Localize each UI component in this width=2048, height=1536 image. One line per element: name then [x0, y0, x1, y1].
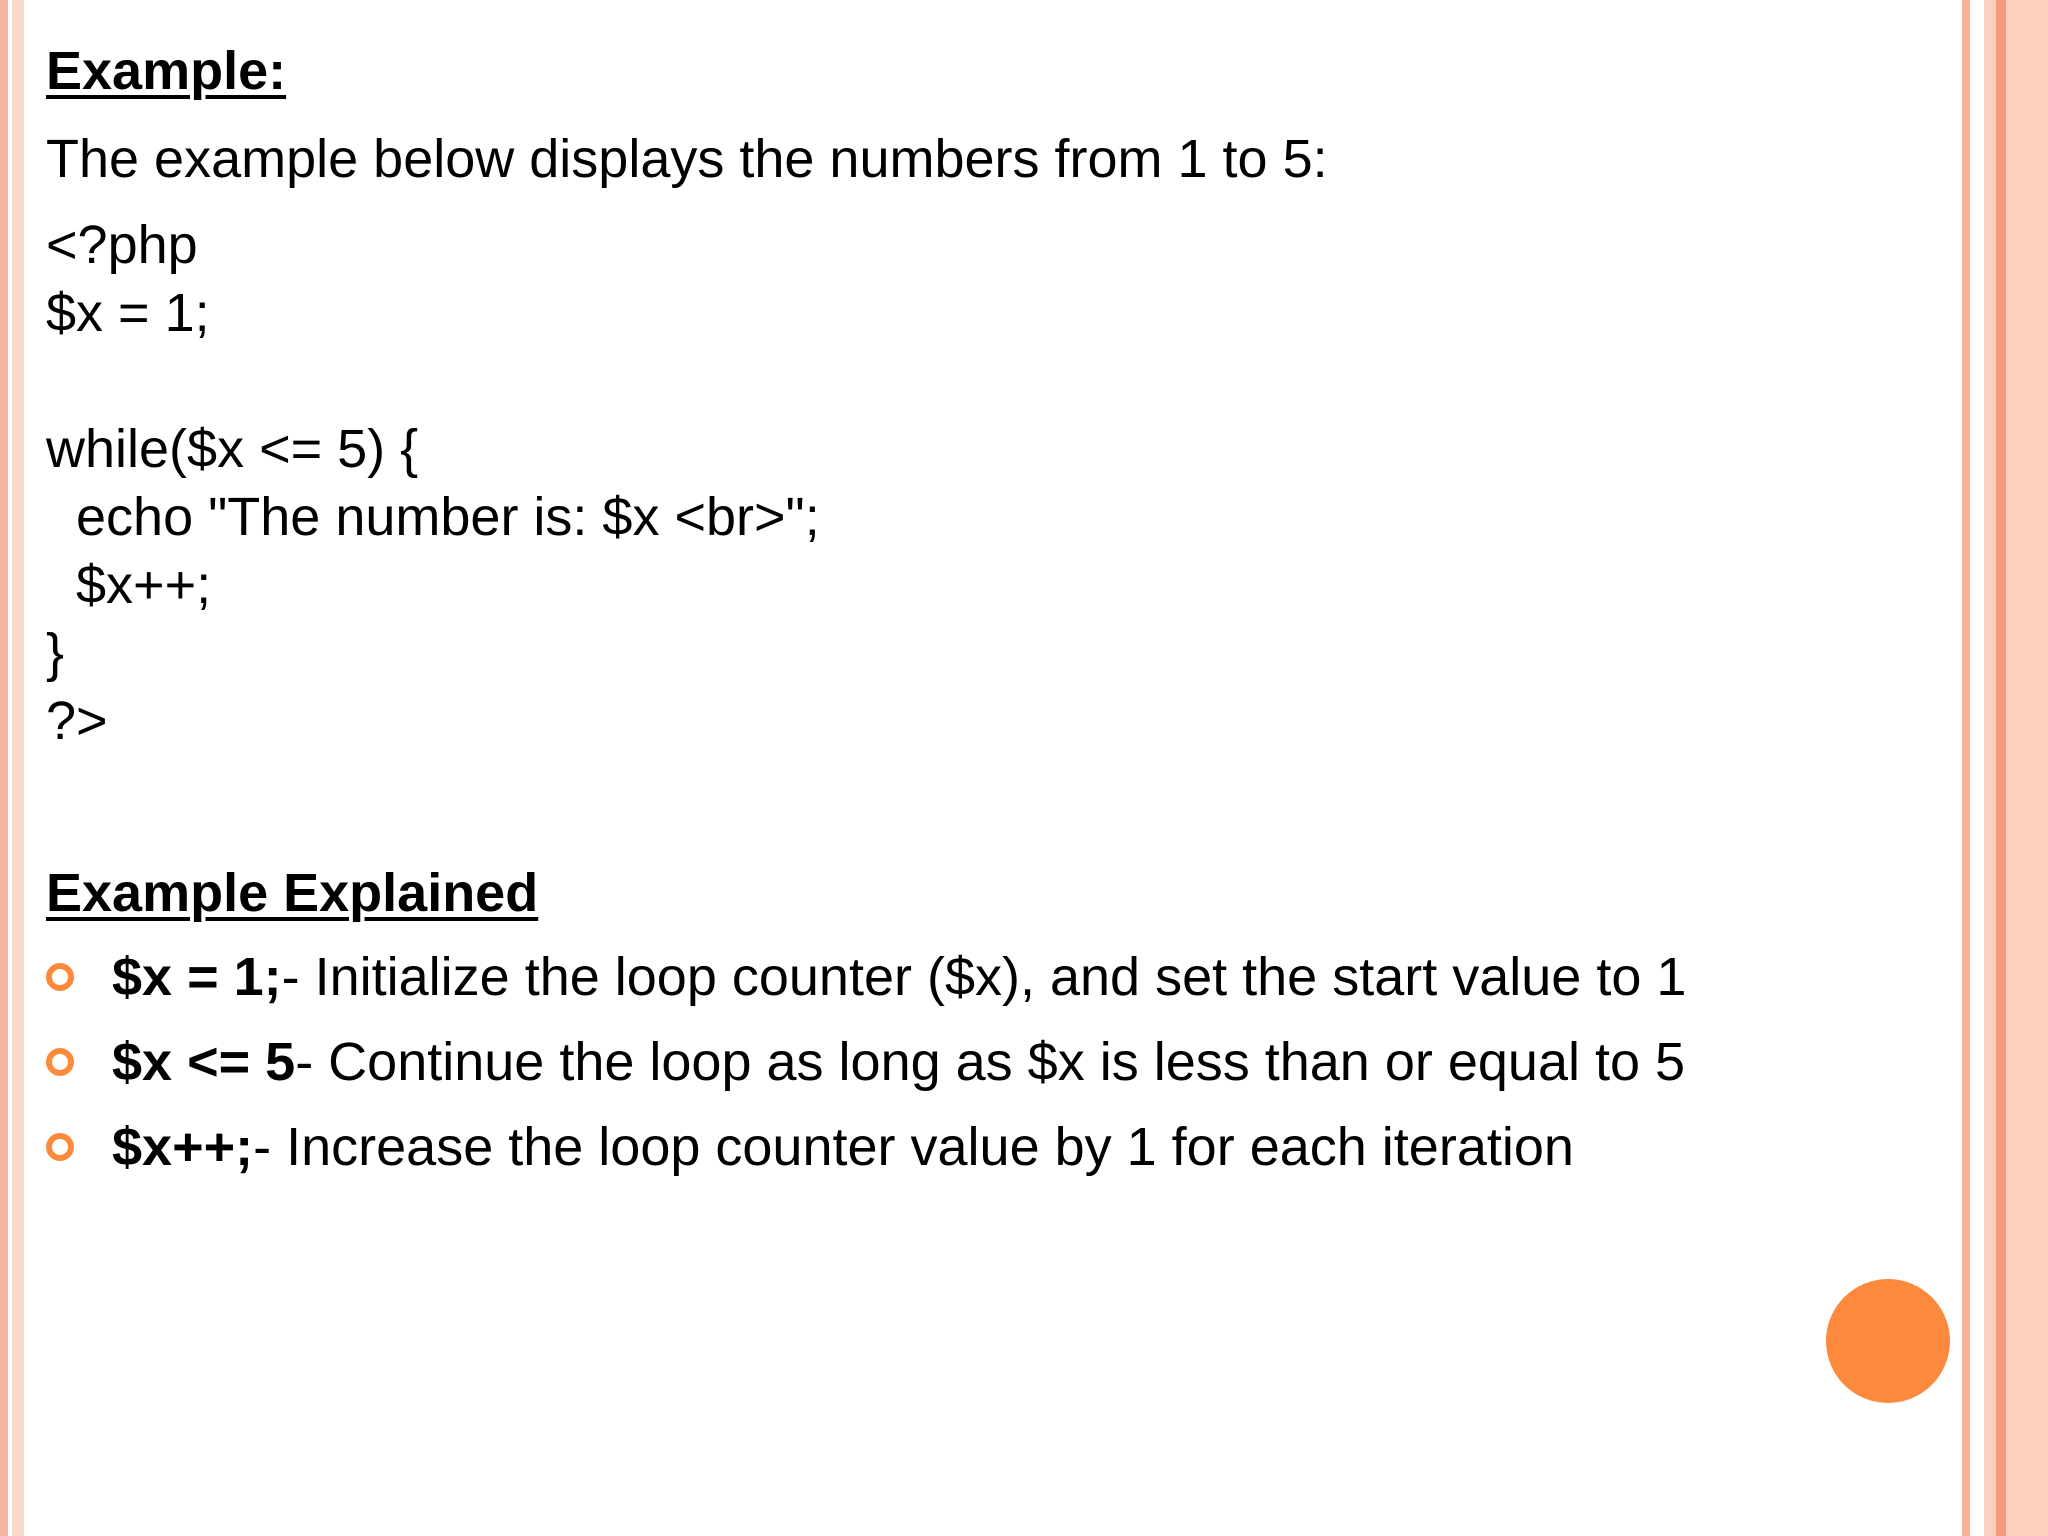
- code-line: $x = 1;: [46, 283, 210, 343]
- example-heading: Example:: [46, 41, 287, 101]
- explained-heading: Example Explained: [46, 863, 539, 923]
- bullet-text: - Continue the loop as long as $x is less than or equal to 5: [295, 1032, 1686, 1092]
- code-line: <?php: [46, 215, 198, 275]
- right-decorative-border: [1960, 0, 2048, 1536]
- bullet-text: - Initialize the loop counter ($x), and set the start value to 1: [281, 947, 1687, 1007]
- bullet-ring-icon: [46, 963, 74, 991]
- code-line: ?>: [46, 691, 108, 751]
- code-line: }: [46, 623, 65, 683]
- bullet-code: $x++;: [112, 1117, 254, 1177]
- bullet-code: $x <= 5: [112, 1032, 296, 1092]
- bullet-ring-icon: [46, 1133, 74, 1161]
- left-decorative-border: [0, 0, 24, 1536]
- list-item: [46, 947, 1687, 1007]
- list-item: [46, 1032, 1686, 1092]
- intro-text: The example below displays the numbers from 1 to 5:: [46, 129, 1328, 189]
- code-line: while($x <= 5) {: [46, 419, 419, 479]
- code-line: $x++;: [46, 555, 212, 615]
- bullet-ring-icon: [46, 1048, 74, 1076]
- decorative-circle: [1826, 1279, 1950, 1403]
- list-item: [46, 1117, 1574, 1177]
- bullet-text: - Increase the loop counter value by 1 for each iteration: [253, 1117, 1574, 1177]
- bullet-code: $x = 1;: [112, 947, 282, 1007]
- code-line: echo "The number is: $x <br>";: [46, 487, 820, 547]
